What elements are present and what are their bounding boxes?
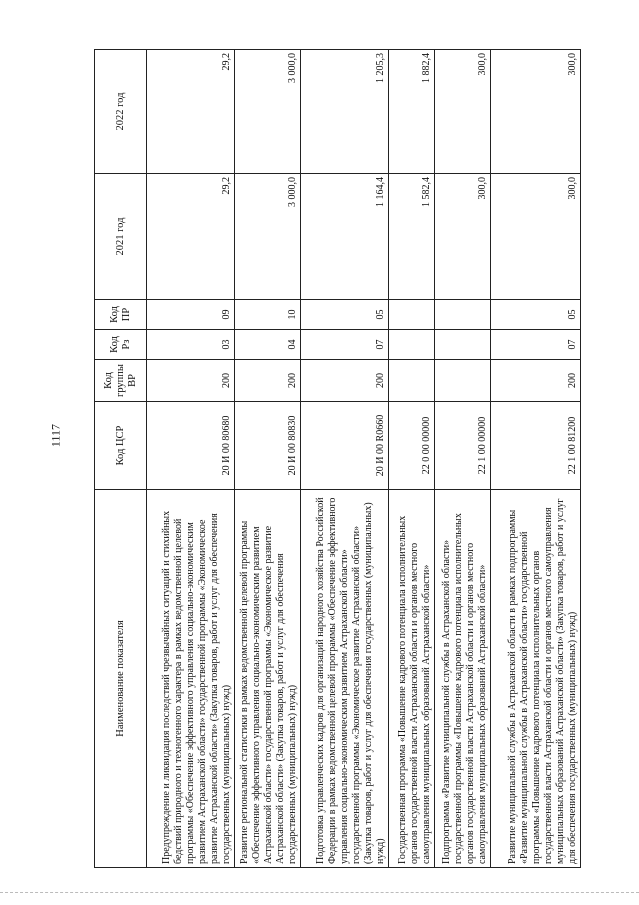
table-row [147, 50, 235, 868]
table-row [301, 50, 389, 868]
row-csr: 20 И 00 80830 [235, 402, 301, 490]
row-rz: 07 [301, 330, 389, 360]
row-vr: 200 [235, 360, 301, 402]
row-rz: 04 [235, 330, 301, 360]
row-vr: 200 [301, 360, 389, 402]
header-rz: Код Рз [95, 330, 147, 360]
table-header-row [95, 50, 147, 868]
row-vr: 200 [147, 360, 235, 402]
row-rz: 07 [491, 330, 581, 360]
row-2021: 1 582,4 [389, 174, 435, 300]
budget-table [94, 49, 581, 868]
table-row [235, 50, 301, 868]
row-pr [435, 300, 491, 330]
scan-edge-line [0, 892, 639, 894]
row-2022: 3 000,0 [235, 50, 301, 174]
row-2022: 300,0 [435, 50, 491, 174]
row-2022: 300,0 [491, 50, 581, 174]
row-name: Развитие региональной статистики в рамках ведомственной целевой программы «Обеспечение эффективного управления социально-экономическим развитием Астраханской области» государственной программы «Экономическое развитие Астраханской области» (Закупка товаров, работ и услуг для обеспечения государственных (муниципальных) нужд) [235, 490, 301, 868]
row-pr: 10 [235, 300, 301, 330]
row-name: Подготовка управленческих кадров для организаций народного хозяйства Российской Федерации в рамках ведомственной целевой программы «Обеспечение эффективного управления социально-экономическим развитием Астраханской области» государственной программы «Экономическое развитие Астраханской области» (Закупка товаров, работ и услуг для обеспечения государственных (муниципальных) нужд) [301, 490, 389, 868]
row-2021: 300,0 [435, 174, 491, 300]
table-row [491, 50, 581, 868]
row-csr: 22 0 00 00000 [389, 402, 435, 490]
row-rz [389, 330, 435, 360]
page-number: 1117 [48, 423, 63, 448]
row-csr: 22 1 00 81200 [491, 402, 581, 490]
row-csr: 20 И 00 80680 [147, 402, 235, 490]
row-2022: 1 205,3 [301, 50, 389, 174]
row-rz [435, 330, 491, 360]
row-2022: 1 882,4 [389, 50, 435, 174]
row-name: Подпрограмма «Развитие муниципальной службы в Астраханской области» государственной программы «Повышение кадрового потенциала исполнительных органов государственной власти Астраханской области и органов местного самоуправления муниципальных образований Астраханской области» [435, 490, 491, 868]
header-2022: 2022 год [95, 50, 147, 174]
row-name: Государственная программа «Повышение кадрового потенциала исполнительных органов государственной власти Астраханской области и органов местного самоуправления муниципальных образований Астраханской области» [389, 490, 435, 868]
row-2021: 29,2 [147, 174, 235, 300]
row-pr: 05 [301, 300, 389, 330]
row-pr [389, 300, 435, 330]
row-vr [435, 360, 491, 402]
row-vr: 200 [491, 360, 581, 402]
table-row [435, 50, 491, 868]
row-name: Предупреждение и ликвидация последствий чрезвычайных ситуаций и стихийных бедствий природного и техногенного характера в рамках ведомственной целевой программы «Обеспечение эффективного управления социально-экономическим развитием Астраханской области» государственной программы «Экономическое развитие Астраханской области» (Закупка товаров, работ и услуг для обеспечения государственных (муниципальных) нужд) [147, 490, 235, 868]
row-pr: 09 [147, 300, 235, 330]
header-csr: Код ЦСР [95, 402, 147, 490]
row-2021: 300,0 [491, 174, 581, 300]
table-row [389, 50, 435, 868]
row-rz: 03 [147, 330, 235, 360]
row-vr [389, 360, 435, 402]
header-name: Наименование показателя [95, 490, 147, 868]
row-name: Развитие муниципальной службы в Астраханской области в рамках подпрограммы «Развитие муниципальной службы в Астраханской области» государственной программы «Повышение кадрового потенциала исполнительных органов государственной власти Астраханской области и органов местного самоуправления муниципальных образований Астраханской области» (Закупка товаров, работ и услуг для обеспечения государственных (муниципальных) нужд) [491, 490, 581, 868]
row-2021: 1 164,4 [301, 174, 389, 300]
header-pr: Код ПР [95, 300, 147, 330]
header-2021: 2021 год [95, 174, 147, 300]
row-2021: 3 000,0 [235, 174, 301, 300]
row-pr: 05 [491, 300, 581, 330]
row-csr: 22 1 00 00000 [435, 402, 491, 490]
rotated-table-container [94, 50, 580, 868]
row-csr: 20 И 00 R0660 [301, 402, 389, 490]
header-vr: Код группы ВР [95, 360, 147, 402]
row-2022: 29,2 [147, 50, 235, 174]
